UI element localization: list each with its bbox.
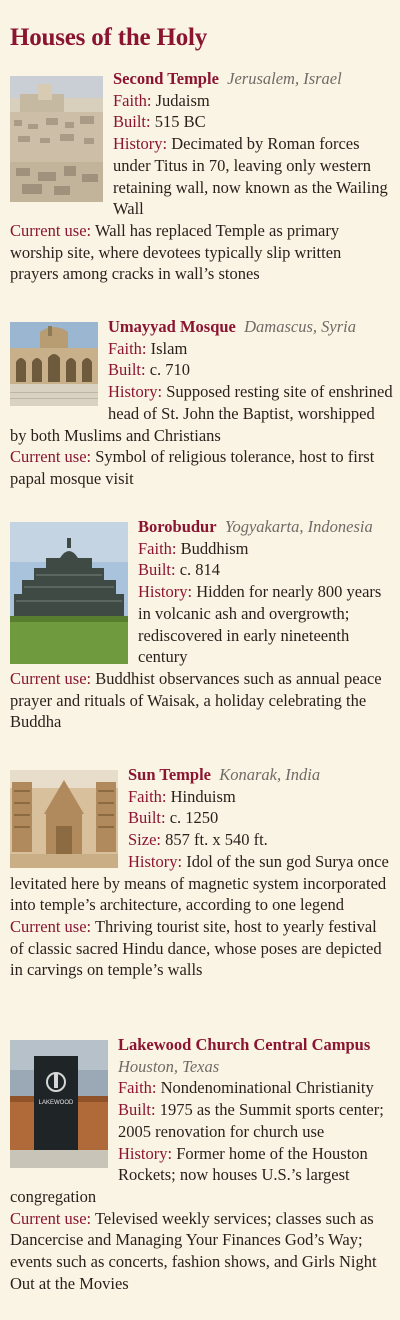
- page-title: Houses of the Holy: [10, 24, 208, 51]
- second-temple-photo: [10, 76, 103, 202]
- entry-umayyad-mosque: [10, 316, 393, 490]
- faith-value: Judaism: [155, 90, 210, 110]
- built-value: c. 814: [179, 560, 221, 580]
- entry-title: Borobudur: [138, 517, 217, 536]
- faith-value: Buddhism: [180, 538, 249, 558]
- built-label: Built:: [108, 360, 146, 380]
- entry-location: Yogyakarta, Indonesia: [224, 517, 373, 536]
- size-label: Size:: [128, 830, 161, 850]
- history-value: Supposed resting site of enshrined head of St. John the Baptist, worshipped by both Muslims and Christians: [10, 382, 393, 445]
- current-use-label: Current use:: [10, 668, 92, 688]
- faith-value: Nondenominational Christianity: [160, 1078, 374, 1098]
- sun-temple-photo: [10, 770, 118, 868]
- built-label: Built:: [113, 112, 151, 132]
- entry-lakewood-church: [10, 1034, 393, 1294]
- history-label: History:: [138, 582, 193, 602]
- entry-location: Konarak, India: [219, 765, 321, 784]
- faith-value: Islam: [150, 338, 188, 358]
- current-use-label: Current use:: [10, 220, 92, 240]
- history-label: History:: [118, 1143, 173, 1163]
- lakewood-church-photo: [10, 1040, 108, 1168]
- current-use-value: Wall has replaced Temple as primary worship site, where devotees typically slip written prayers among cracks in wall’s stones: [10, 220, 342, 284]
- current-use-label: Current use:: [10, 447, 92, 467]
- history-label: History:: [108, 382, 163, 402]
- current-use-value: Thriving tourist site, host to yearly festival of classic sacred Hindu dance, whose poses are depicted in carvings on temple’s walls: [10, 916, 382, 980]
- entry-location: Damascus, Syria: [244, 317, 356, 336]
- faith-label: Faith:: [138, 538, 177, 558]
- built-value: 515 BC: [154, 112, 206, 132]
- current-use-label: Current use:: [10, 1208, 92, 1228]
- built-value: c. 1250: [169, 808, 219, 828]
- entry-title: Umayyad Mosque: [108, 317, 236, 336]
- current-use-label: Current use:: [10, 916, 92, 936]
- umayyad-mosque-photo: [10, 322, 98, 406]
- entry-title: Lakewood Church Central Campus: [118, 1035, 371, 1054]
- faith-value: Hinduism: [170, 786, 236, 806]
- faith-label: Faith:: [113, 90, 152, 110]
- history-value: Decimated by Roman forces under Titus in 70, leaving only western retaining wall, now known as the Wailing Wall: [113, 134, 388, 219]
- borobudur-photo: [10, 522, 128, 664]
- built-label: Built:: [138, 560, 176, 580]
- history-label: History:: [128, 851, 183, 871]
- history-label: History:: [113, 134, 168, 154]
- entry-title: Sun Temple: [128, 765, 211, 784]
- current-use-value: Symbol of religious tolerance, host to first papal mosque visit: [10, 447, 375, 488]
- entry-borobudur: [10, 516, 393, 733]
- history-value: Idol of the sun god Surya once levitated here by means of magnetic system incorporated into temple’s architecture, according to one legend: [10, 851, 389, 915]
- built-value: 1975 as the Summit sports center; 2005 renovation for church use: [118, 1100, 384, 1141]
- lakewood-sign-text: LAKEWOOD: [38, 1100, 74, 1106]
- history-value: Former home of the Houston Rockets; now houses U.S.’s largest congregation: [10, 1143, 368, 1206]
- built-label: Built:: [118, 1100, 156, 1120]
- entry-title: Second Temple: [113, 69, 219, 88]
- faith-label: Faith:: [118, 1078, 157, 1098]
- faith-label: Faith:: [128, 786, 167, 806]
- current-use-value: Buddhist observances such as annual peace prayer and rituals of Waisak, a holiday celebrating the Buddha: [10, 668, 382, 732]
- size-value: 857 ft. x 540 ft.: [165, 830, 268, 850]
- built-value: c. 710: [149, 360, 191, 380]
- built-label: Built:: [128, 808, 166, 828]
- current-use-value: Televised weekly services; classes such as Dancercise and Managing Your Finances God’s Way; events such as concerts, fashion shows, and Girls Night Out at the Movies: [10, 1208, 377, 1293]
- faith-label: Faith:: [108, 338, 147, 358]
- entry-location: Jerusalem, Israel: [227, 69, 342, 88]
- entry-sun-temple: [10, 764, 393, 981]
- entry-location: Houston, Texas: [118, 1056, 220, 1076]
- history-value: Hidden for nearly 800 years in volcanic ash and overgrowth; rediscovered in early nineteenth century: [138, 582, 382, 667]
- entry-second-temple: [10, 68, 393, 285]
